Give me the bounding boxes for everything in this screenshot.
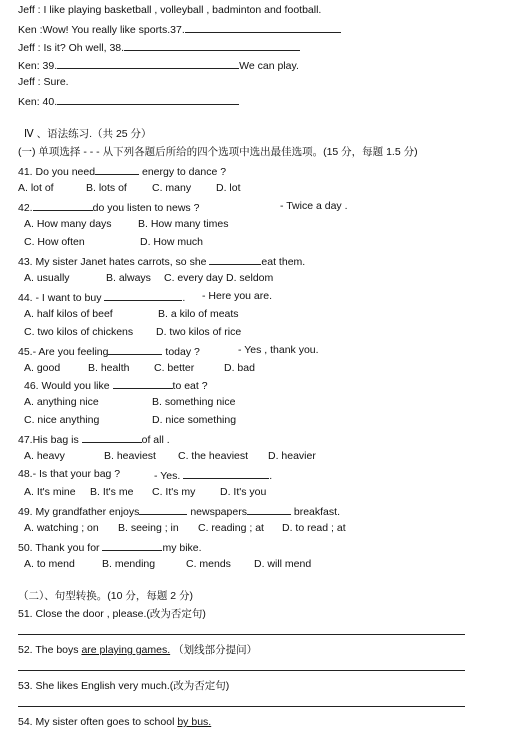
answer-blank[interactable] bbox=[108, 344, 162, 355]
option-b[interactable]: B. lots of bbox=[86, 182, 127, 194]
option-a[interactable]: A. heavy bbox=[24, 450, 65, 462]
option-d[interactable]: D. It's you bbox=[220, 486, 267, 498]
question-stem: 50. Thank you for bbox=[18, 542, 100, 554]
question-stem: 48.- Is that your bag ? bbox=[18, 468, 121, 480]
answer-blank[interactable] bbox=[102, 540, 162, 551]
option-c[interactable]: C. two kilos of chickens bbox=[24, 326, 134, 338]
option-d[interactable]: D. heavier bbox=[268, 450, 316, 462]
option-a[interactable]: A. watching ; on bbox=[24, 522, 99, 534]
question-47 bbox=[18, 432, 170, 447]
question-48 bbox=[18, 468, 120, 481]
underlined-phrase: are playing games. bbox=[81, 644, 171, 656]
answer-blank[interactable] bbox=[139, 504, 187, 515]
dialogue-text: We can play. bbox=[239, 60, 299, 72]
option-d[interactable]: D. nice something bbox=[152, 414, 237, 426]
speaker: Jeff bbox=[18, 4, 35, 16]
answer-blank-39[interactable] bbox=[57, 58, 239, 69]
option-d[interactable]: D. How much bbox=[140, 236, 204, 248]
answer-blank[interactable] bbox=[183, 468, 269, 479]
speaker: Jeff bbox=[18, 42, 35, 54]
option-a[interactable]: A. anything nice bbox=[24, 396, 99, 408]
dialogue-text: Wow! You really like sports.37. bbox=[42, 24, 185, 36]
option-b[interactable]: B. health bbox=[88, 362, 130, 374]
speaker: Ken bbox=[18, 60, 37, 72]
dialogue-text: Is it? Oh well, 38. bbox=[43, 42, 125, 54]
option-c[interactable]: C. mends bbox=[186, 558, 231, 570]
question-note: (改为否定句) bbox=[146, 608, 206, 620]
answer-blank[interactable] bbox=[82, 432, 142, 443]
question-stem: 49. My grandfather enjoys bbox=[18, 506, 140, 518]
option-a[interactable]: A. to mend bbox=[24, 558, 75, 570]
question-stem: 46. Would you like bbox=[24, 380, 110, 392]
question-stem: of all . bbox=[141, 434, 170, 446]
speaker: Ken bbox=[18, 96, 37, 108]
dialogue-line-36: Jeff : I like playing basketball , volleyball , badminton and football. bbox=[18, 4, 322, 16]
question-note: (改为否定句) bbox=[169, 680, 230, 692]
option-d[interactable]: D. will mend bbox=[254, 558, 312, 570]
question-stem: my bike. bbox=[162, 542, 202, 554]
answer-blank[interactable] bbox=[247, 504, 291, 515]
option-c[interactable]: C. reading ; at bbox=[198, 522, 264, 534]
part1-heading: (一) 单项选择 - - - 从下列各题后所给的四个选项中选出最佳选项。(15 分，每题 1.5 分) bbox=[18, 146, 418, 158]
option-a[interactable]: A. It's mine bbox=[24, 486, 76, 498]
question-stem: 45.- Are you feeling bbox=[18, 346, 109, 358]
dialogue-line-39: Ken: 39. We can play. bbox=[18, 60, 299, 72]
option-b[interactable]: B. heaviest bbox=[104, 450, 156, 462]
question-stem: 44. - I want to buy bbox=[18, 292, 102, 304]
answer-blank[interactable] bbox=[95, 164, 139, 175]
answer-blank-37[interactable] bbox=[185, 22, 341, 33]
answer-line-51[interactable] bbox=[18, 634, 465, 635]
answer-line-53[interactable] bbox=[18, 706, 465, 707]
option-d[interactable]: D. lot bbox=[216, 182, 241, 194]
dialogue-line-38: Jeff : Is it? Oh well, 38. bbox=[18, 40, 300, 55]
answer-blank-38[interactable] bbox=[124, 40, 300, 51]
question-45 bbox=[18, 344, 200, 359]
question-43 bbox=[18, 254, 305, 269]
dialogue-text: 39. bbox=[42, 60, 58, 72]
answer-blank-40[interactable] bbox=[57, 94, 239, 105]
option-c[interactable]: C. better bbox=[154, 362, 195, 374]
option-a[interactable]: A. How many days bbox=[24, 218, 112, 230]
question-stem: energy to dance ? bbox=[141, 166, 227, 178]
question-42 bbox=[18, 200, 199, 215]
option-b[interactable]: B. seeing ; in bbox=[118, 522, 179, 534]
question-stem: 54. My sister often goes to school bbox=[18, 716, 178, 728]
option-a[interactable]: A. good bbox=[24, 362, 61, 374]
option-d[interactable]: D. to read ; at bbox=[282, 522, 346, 534]
dialogue-text: Sure. bbox=[43, 76, 69, 88]
option-a[interactable]: A. half kilos of beef bbox=[24, 308, 113, 320]
question-stem: newspapers bbox=[190, 506, 247, 518]
option-d[interactable]: D. bad bbox=[224, 362, 255, 374]
transform-53 bbox=[18, 680, 229, 693]
question-reply: - Twice a day . bbox=[280, 200, 348, 212]
question-stem: today ? bbox=[165, 346, 200, 358]
option-b[interactable]: B. a kilo of meats bbox=[158, 308, 239, 320]
question-stem: . bbox=[269, 470, 273, 482]
option-c[interactable]: C. It's my bbox=[152, 486, 196, 498]
option-c[interactable]: C. every day bbox=[164, 272, 223, 284]
option-d[interactable]: D. seldom bbox=[226, 272, 274, 284]
answer-blank[interactable] bbox=[209, 254, 261, 265]
answer-line-52[interactable] bbox=[18, 670, 465, 671]
option-b[interactable]: B. It's me bbox=[90, 486, 134, 498]
answer-blank[interactable] bbox=[104, 290, 182, 301]
option-c[interactable]: C. the heaviest bbox=[178, 450, 249, 462]
question-stem: 43. My sister Janet hates carrots, so she bbox=[18, 256, 207, 268]
dialogue-line-37: Ken :Wow! You really like sports.37. bbox=[18, 22, 341, 37]
option-b[interactable]: B. always bbox=[106, 272, 151, 284]
question-44 bbox=[18, 290, 185, 305]
dialogue-text: I like playing basketball , volleyball , badminton and football. bbox=[43, 4, 322, 16]
underlined-phrase: by bus. bbox=[177, 716, 212, 728]
option-a[interactable]: A. lot of bbox=[18, 182, 54, 194]
question-stem: 41. Do you need bbox=[18, 166, 96, 178]
question-reply bbox=[154, 468, 272, 483]
dialogue-line-40: Ken: 40. bbox=[18, 94, 239, 109]
option-c[interactable]: C. many bbox=[152, 182, 192, 194]
question-reply: - Here you are. bbox=[202, 290, 273, 302]
question-41 bbox=[18, 164, 226, 179]
transform-51 bbox=[18, 608, 206, 621]
dialogue-line-jeff: Jeff : Sure. bbox=[18, 76, 69, 88]
question-stem: to eat ? bbox=[172, 380, 208, 392]
section-title: Ⅳ 、语法练习.（共 25 分） bbox=[24, 128, 152, 140]
answer-blank[interactable] bbox=[33, 200, 93, 211]
question-46 bbox=[24, 378, 208, 393]
option-b[interactable]: B. How many times bbox=[138, 218, 229, 230]
question-stem: 52. The boys bbox=[18, 644, 82, 656]
speaker: Jeff bbox=[18, 76, 35, 88]
question-50 bbox=[18, 540, 202, 555]
question-stem: 47.His bag is bbox=[18, 434, 79, 446]
option-d[interactable]: D. two kilos of rice bbox=[156, 326, 242, 338]
question-stem: 51. Close the door , please. bbox=[18, 608, 147, 620]
option-b[interactable]: B. mending bbox=[102, 558, 156, 570]
question-stem: 53. She likes English very much. bbox=[18, 680, 170, 692]
question-note: （划线部分提问） bbox=[173, 644, 258, 656]
question-stem: breakfast. bbox=[293, 506, 340, 518]
question-reply: - Yes , thank you. bbox=[238, 344, 319, 356]
question-stem: do you listen to news ? bbox=[92, 202, 200, 214]
dialogue-text: 40. bbox=[42, 96, 58, 108]
option-c[interactable]: C. nice anything bbox=[24, 414, 100, 426]
option-b[interactable]: B. something nice bbox=[152, 396, 236, 408]
question-stem: - Yes. bbox=[154, 470, 181, 482]
question-stem: 42. bbox=[18, 202, 33, 214]
transform-54 bbox=[18, 716, 211, 729]
answer-blank[interactable] bbox=[113, 378, 173, 389]
speaker: Ken bbox=[18, 24, 37, 36]
question-49 bbox=[18, 504, 340, 519]
option-a[interactable]: A. usually bbox=[24, 272, 70, 284]
question-stem: eat them. bbox=[261, 256, 306, 268]
question-stem: . bbox=[182, 292, 186, 304]
transform-52 bbox=[18, 644, 257, 657]
part2-heading: （二）、句型转换。(10 分，每题 2 分) bbox=[18, 590, 194, 602]
option-c[interactable]: C. How often bbox=[24, 236, 85, 248]
